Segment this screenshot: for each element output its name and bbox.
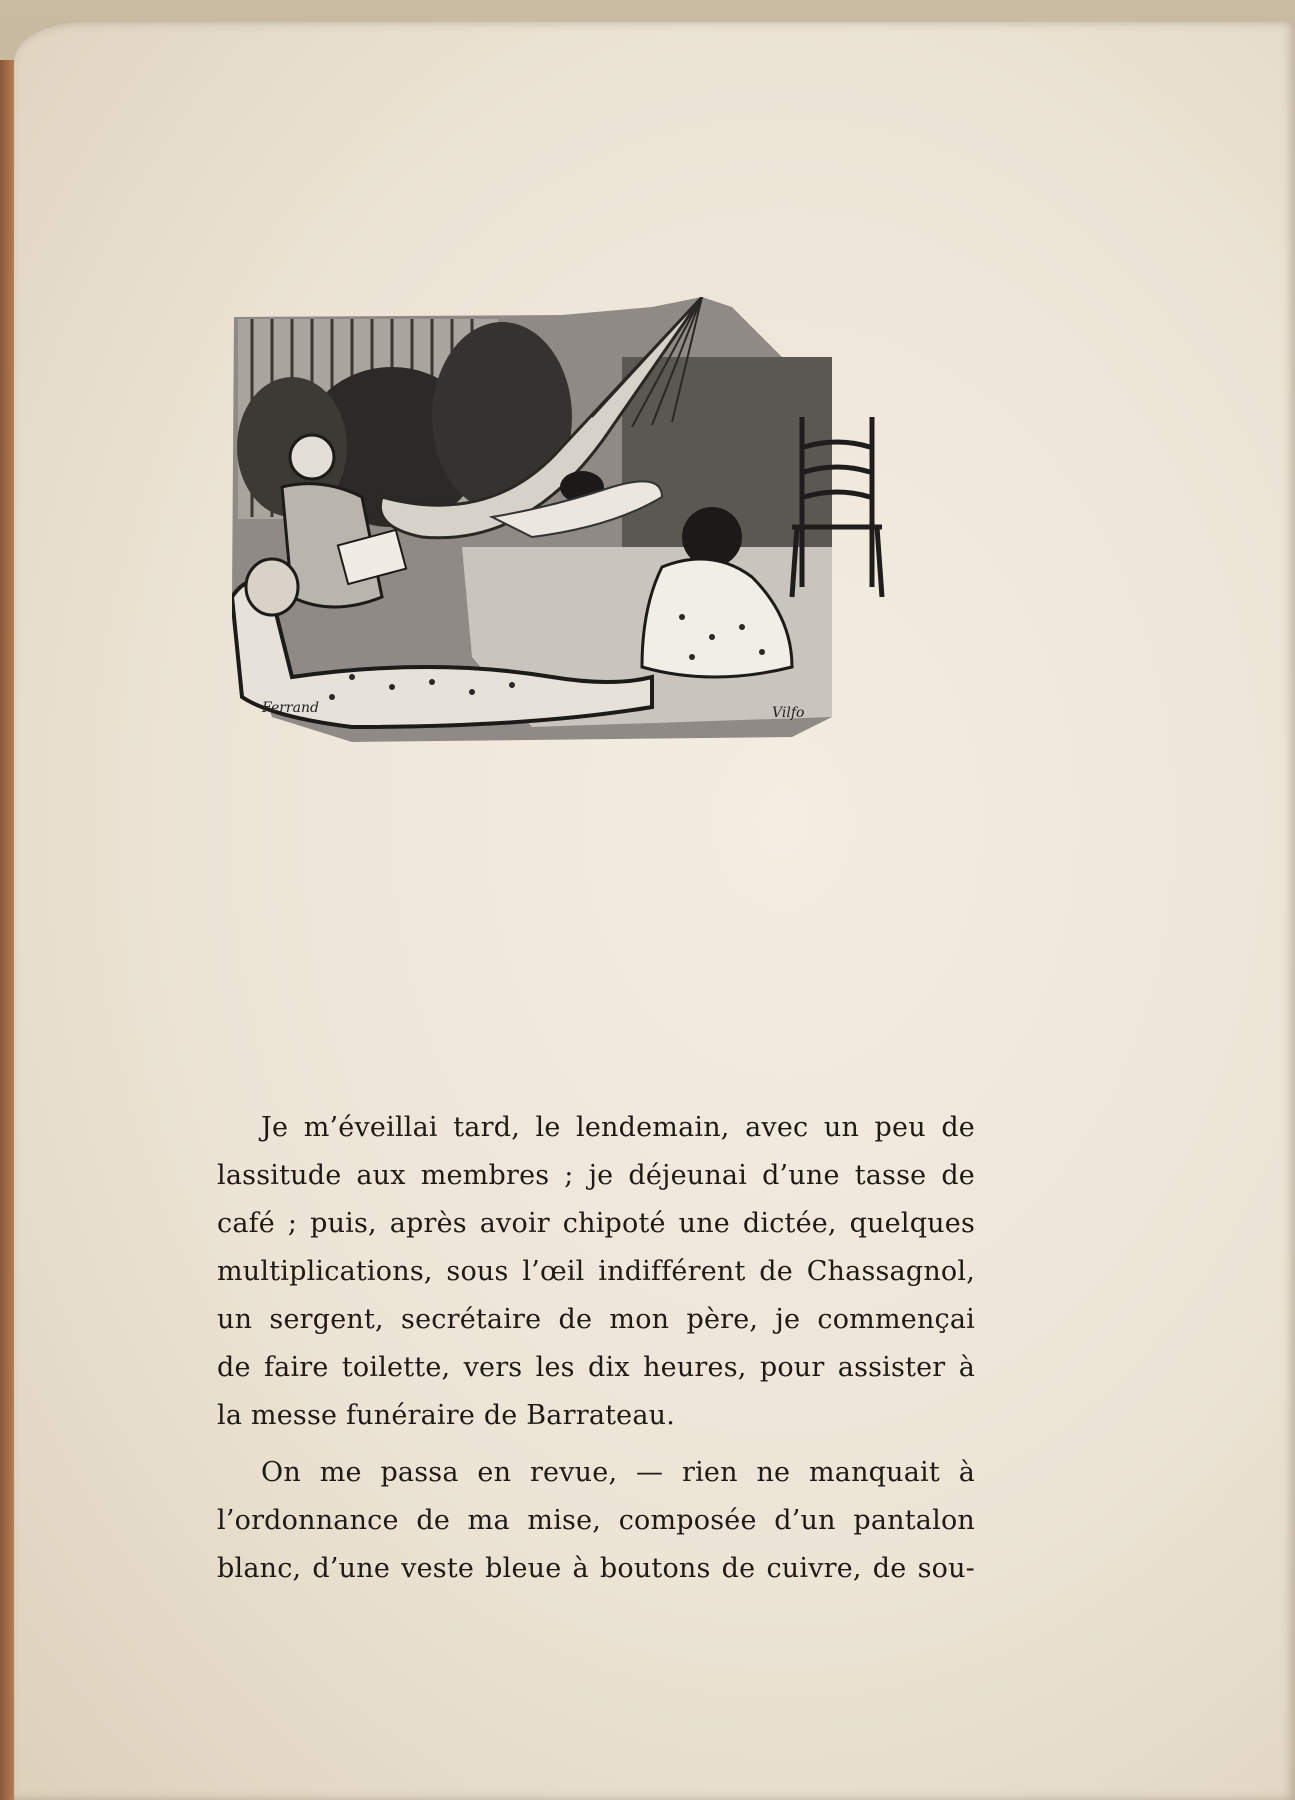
artist-signature-right: Vilfo: [772, 705, 805, 721]
engraver-signature-left: Ferrand: [262, 700, 319, 716]
book-page: [14, 22, 1295, 1800]
text-line: café ; puis, après avoir chipoté une dictée, quelques: [217, 1208, 975, 1239]
text-line: Je m’éveillai tard, le lendemain, avec un peu de: [261, 1112, 975, 1143]
text-line: la messe funéraire de Barrateau.: [217, 1400, 676, 1431]
text-line: On me passa en revue, — rien ne manquait à: [261, 1457, 975, 1488]
paragraph-1: [217, 1104, 975, 1440]
engraving-illustration: [232, 297, 948, 817]
text-line: de faire toilette, vers les dix heures, pour assister à: [217, 1352, 975, 1383]
text-line: un sergent, secrétaire de mon père, je commençai: [217, 1304, 975, 1335]
text-line: multiplications, sous l’œil indifférent de Chassagnol,: [217, 1256, 975, 1287]
body-text: [217, 1104, 975, 1602]
paragraph-2: [217, 1449, 975, 1593]
text-line: lassitude aux membres ; je déjeunai d’une tasse de: [217, 1160, 975, 1191]
text-line: blanc, d’une veste bleue à boutons de cuivre, de sou-: [217, 1553, 975, 1584]
text-line: l’ordonnance de ma mise, composée d’un pantalon: [217, 1505, 975, 1536]
